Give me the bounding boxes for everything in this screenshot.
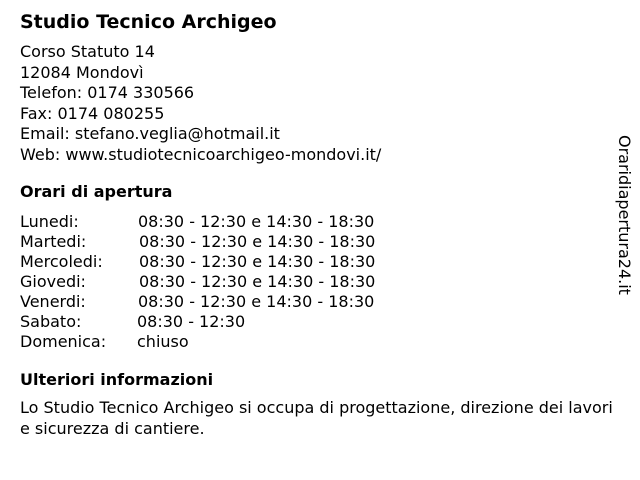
- hours-day: Lunedi:: [20, 212, 79, 231]
- contact-block: [20, 42, 620, 165]
- fax-number: Fax: 0174 080255: [20, 103, 165, 123]
- hours-time: 08:30 - 12:30 e 14:30 - 18:30: [139, 252, 376, 271]
- business-name: Studio Tecnico Archigeo: [20, 11, 277, 33]
- additional-info-heading: Ulteriori informazioni: [20, 370, 214, 389]
- phone-number: Telefon: 0174 330566: [20, 83, 195, 102]
- opening-hours-heading: Orari di apertura: [20, 182, 173, 201]
- address-street: Corso Statuto 14: [20, 42, 155, 61]
- hours-time: chiuso: [137, 332, 189, 351]
- hours-time: 08:30 - 12:30 e 14:30 - 18:30: [139, 272, 376, 291]
- hours-time: 08:30 - 12:30: [137, 312, 246, 331]
- hours-row-tuesday: [20, 232, 620, 252]
- hours-row-thursday: [20, 272, 620, 292]
- brand-watermark: [612, 135, 636, 310]
- brand-watermark-text: Oraridiapertura24.it: [615, 135, 634, 295]
- hours-time: 08:30 - 12:30 e 14:30 - 18:30: [138, 212, 375, 231]
- hours-time: 08:30 - 12:30 e 14:30 - 18:30: [139, 232, 376, 251]
- hours-day: Domenica:: [20, 332, 107, 351]
- additional-info-text: Lo Studio Tecnico Archigeo si occupa di progettazione, direzione dei lavori e sicurezza di cantiere.: [20, 398, 613, 438]
- hours-day: Venerdi:: [20, 292, 86, 311]
- hours-row-monday: [20, 212, 620, 232]
- address-city: 12084 Mondovì: [20, 62, 144, 82]
- hours-day: Giovedi:: [20, 272, 86, 291]
- hours-row-friday: [20, 292, 620, 312]
- hours-day: Sabato:: [20, 312, 82, 331]
- email-address: Email: stefano.veglia@hotmail.it: [20, 124, 280, 143]
- hours-row-sunday: [20, 332, 620, 352]
- hours-day: Mercoledi:: [20, 252, 103, 271]
- hours-time: 08:30 - 12:30 e 14:30 - 18:30: [138, 292, 375, 311]
- opening-hours-table: [20, 212, 620, 352]
- business-card: [20, 10, 620, 439]
- hours-row-saturday: [20, 312, 620, 332]
- hours-day: Martedi:: [20, 232, 87, 251]
- website-address: Web: www.studiotecnicoarchigeo-mondovi.it/: [20, 144, 382, 164]
- hours-row-wednesday: [20, 252, 620, 272]
